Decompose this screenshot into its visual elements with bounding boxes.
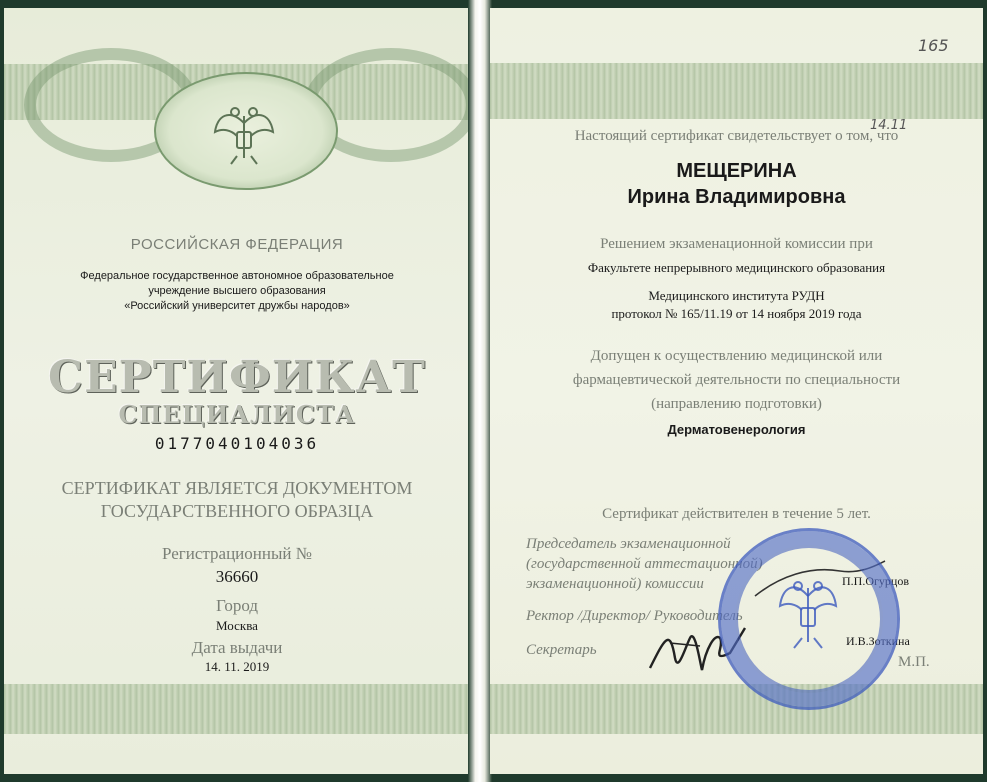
state-document-line-1: СЕРТИФИКАТ ЯВЛЯЕТСЯ ДОКУМЕНТОМ xyxy=(61,478,413,498)
spine-bookmark-ribbon xyxy=(468,0,492,782)
institution-line-3: «Российский университет дружбы народов» xyxy=(124,300,350,312)
official-round-seal xyxy=(718,528,900,710)
chairman-name: П.П.Огурцов xyxy=(842,574,910,588)
state-document-line-2: ГОСУДАРСТВЕННОГО ОБРАЗЦА xyxy=(100,501,374,521)
issue-date-value: 14. 11. 2019 xyxy=(204,659,270,674)
seal-place-mark: М.П. xyxy=(898,654,930,670)
intro-text: Настоящий сертификат свидетельствует о том, что xyxy=(574,128,899,144)
faculty-text: Факультете непрерывного медицинского образования xyxy=(587,260,886,275)
guilloche-band-bottom-left xyxy=(4,684,470,734)
double-headed-eagle-icon xyxy=(209,98,279,168)
city-value: Москва xyxy=(216,618,258,633)
city-label: Город xyxy=(216,596,258,615)
validity-text: Сертификат действителен в течение 5 лет. xyxy=(602,506,871,522)
institution-line-2: учреждение высшего образования xyxy=(148,285,326,297)
country-name: РОССИЙСКАЯ ФЕДЕРАЦИЯ xyxy=(130,236,344,253)
chairman-line-1: Председатель экзаменационной xyxy=(526,536,731,552)
left-page xyxy=(4,8,470,774)
admitted-line-1: Допущен к осуществлению медицинской или xyxy=(590,348,883,364)
chairman-line-2: (государственной аттестационной) xyxy=(526,556,763,572)
specialty-text: Дерматовенерология xyxy=(667,422,806,437)
guilloche-band-bottom-right xyxy=(490,684,983,734)
certificate-title: СЕРТИФИКАТ xyxy=(48,352,426,403)
secretary-label: Секретарь xyxy=(526,642,597,658)
holder-name: Ирина Владимировна xyxy=(627,186,846,208)
admitted-line-3: (направлению подготовки) xyxy=(651,396,822,412)
rector-label: Ректор /Директор/ Руководитель xyxy=(526,608,743,624)
institution-line-1: Федеральное государственное автономное образовательное xyxy=(80,270,394,282)
decision-text: Решением экзаменационной комиссии при xyxy=(600,236,873,252)
protocol-text: протокол № 165/11.19 от 14 ноября 2019 года xyxy=(611,306,862,321)
registration-label: Регистрационный № xyxy=(162,544,312,563)
chairman-line-3: экзаменационной) комиссии xyxy=(526,576,704,592)
certificate-subtitle: СПЕЦИАЛИСТА xyxy=(118,400,356,429)
guilloche-band-top-right xyxy=(490,63,983,119)
secretary-name: И.В.Зоткина xyxy=(846,634,910,648)
admitted-line-2: фармацевтической деятельности по специальности xyxy=(572,372,901,388)
certificate-number: 0177040104036 xyxy=(154,434,320,453)
seal-eagle-icon xyxy=(776,576,840,652)
holder-surname: МЕЩЕРИНА xyxy=(676,160,797,182)
handwritten-date: 14.11 xyxy=(870,118,908,133)
issue-date-label: Дата выдачи xyxy=(191,638,283,657)
institute-text: Медицинского института РУДН xyxy=(648,288,825,303)
handwritten-page-number: 165 xyxy=(918,36,949,55)
registration-number: 36660 xyxy=(215,567,259,586)
